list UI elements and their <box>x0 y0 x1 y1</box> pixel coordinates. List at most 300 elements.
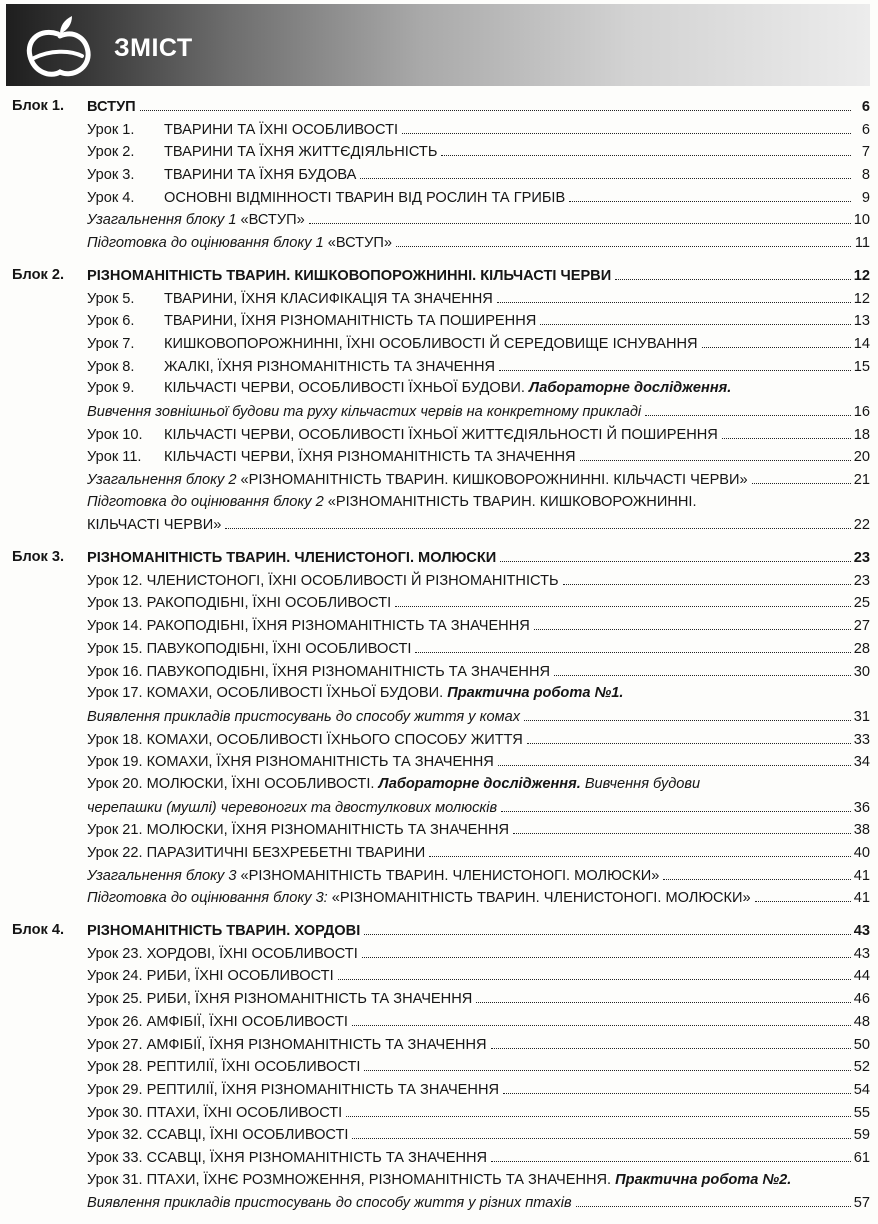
lesson-title: Урок 18. КОМАХИ, ОСОБЛИВОСТІ ЇХНЬОГО СПОСОБУ ЖИТТЯ <box>87 731 523 748</box>
lesson-title: Урок 16. ПАВУКОПОДІБНІ, ЇХНЯ РІЗНОМАНІТНІСТЬ ТА ЗНАЧЕННЯ <box>87 663 551 680</box>
toc-entry-line <box>87 728 870 751</box>
page-number: 27 <box>853 618 870 635</box>
page-number: 55 <box>853 1104 870 1121</box>
lesson-entry[interactable] <box>0 309 878 332</box>
lesson-title: Урок 28. РЕПТИЛІЇ, ЇХНІ ОСОБЛИВОСТІ <box>87 1059 361 1076</box>
block-heading[interactable] <box>0 95 878 118</box>
page-number: 8 <box>861 167 870 184</box>
leader-dots <box>309 208 851 224</box>
lesson-entry[interactable] <box>0 1123 878 1146</box>
leader-dots <box>140 95 851 111</box>
lab-work-label: Лабораторне дослідження. <box>524 380 732 397</box>
leader-dots <box>576 1191 851 1207</box>
page-number: 61 <box>853 1149 870 1166</box>
toc-entry-line <box>87 423 870 446</box>
lesson-title: Урок 32. ССАВЦІ, ЇХНІ ОСОБЛИВОСТІ <box>87 1127 349 1144</box>
toc-entry-label <box>87 570 561 593</box>
leader-dots <box>491 1033 851 1049</box>
toc-entry-label <box>87 377 733 400</box>
lesson-entry[interactable] <box>0 841 878 864</box>
lesson-entry[interactable] <box>0 728 878 751</box>
page-number: 43 <box>853 923 870 940</box>
toc-entry-label <box>87 1011 350 1034</box>
page-number: 10 <box>853 212 870 229</box>
toc-entry-line <box>87 569 870 592</box>
page-number: 30 <box>853 663 870 680</box>
assessment-title: «РІЗНОМАНІТНІСТЬ ТВАРИН. КИШКОВОРОЖНИННІ. <box>323 493 697 510</box>
lesson-entry[interactable] <box>0 660 878 683</box>
page-number: 43 <box>853 945 870 962</box>
leader-dots <box>364 1055 850 1071</box>
lesson-title: Урок 23. ХОРДОВІ, ЇХНІ ОСОБЛИВОСТІ <box>87 945 358 962</box>
page-number: 6 <box>861 121 870 138</box>
toc-entry-label <box>87 356 497 379</box>
lesson-title: Урок 20. МОЛЮСКИ, ЇХНІ ОСОБЛИВОСТІ. <box>87 775 375 792</box>
leader-dots <box>499 355 851 371</box>
page-number: 57 <box>853 1195 870 1212</box>
page-number: 18 <box>853 426 870 443</box>
lesson-entry[interactable] <box>0 614 878 637</box>
lesson-entry[interactable] <box>0 377 878 400</box>
lesson-entry[interactable] <box>0 287 878 310</box>
lesson-entry[interactable] <box>0 682 878 705</box>
toc-entry-label <box>87 1147 489 1170</box>
toc-entry-label <box>87 1102 344 1125</box>
lesson-entry[interactable] <box>0 637 878 660</box>
toc-entry-line <box>87 796 870 819</box>
lesson-title: КІЛЬЧАСТІ ЧЕРВИ, ЇХНЯ РІЗНОМАНІТНІСТЬ ТА ЗНАЧЕННЯ <box>164 449 576 466</box>
summary-title: «РІЗНОМАНІТНІСТЬ ТВАРИН. ЧЛЕНИСТОНОГІ. МОЛЮСКИ» <box>236 867 660 884</box>
lesson-entry[interactable] <box>0 987 878 1010</box>
toc-entry-line <box>87 942 870 965</box>
toc-block <box>0 919 878 1214</box>
leader-dots <box>415 637 850 653</box>
toc-entry-label <box>87 797 499 820</box>
toc-entry-line <box>87 400 870 423</box>
toc-entry-label <box>87 209 307 232</box>
lab-work-label: Лабораторне дослідження. <box>374 775 581 792</box>
toc-entry-label <box>87 887 753 910</box>
page-number: 31 <box>853 708 870 725</box>
toc-entry-label <box>87 842 427 865</box>
leader-dots <box>396 231 851 247</box>
lesson-entry[interactable] <box>0 1078 878 1101</box>
toc-entry-label <box>87 943 360 966</box>
leader-dots <box>491 1146 851 1162</box>
lesson-title: Урок 19. КОМАХИ, ЇХНЯ РІЗНОМАНІТНІСТЬ ТА ЗНАЧЕННЯ <box>87 754 494 771</box>
toc-entry-line <box>87 614 870 637</box>
lesson-entry-continued[interactable] <box>0 1191 878 1214</box>
page-number: 38 <box>853 822 870 839</box>
leader-dots <box>338 964 851 980</box>
lesson-title: ОСНОВНІ ВІДМІННОСТІ ТВАРИН ВІД РОСЛИН ТА ГРИБІВ <box>164 189 566 206</box>
page-number: 12 <box>853 290 870 307</box>
leader-dots <box>364 919 851 935</box>
toc-entry-label <box>87 514 223 537</box>
toc-entry-line <box>87 208 870 231</box>
toc-entry-label <box>87 819 511 842</box>
toc-entry-label <box>87 232 394 255</box>
lesson-note: Вивчення будови <box>580 775 701 792</box>
block-heading[interactable] <box>0 264 878 287</box>
leader-dots <box>346 1101 851 1117</box>
lesson-title: Урок 27. АМФІБІЇ, ЇХНЯ РІЗНОМАНІТНІСТЬ ТА ЗНАЧЕННЯ <box>87 1036 487 1053</box>
assessment-entry[interactable] <box>0 886 878 909</box>
toc-entry-line <box>87 591 870 614</box>
toc-entry-line <box>87 332 870 355</box>
toc-entry-label <box>87 865 661 888</box>
lesson-title: Урок 30. ПТАХИ, ЇХНІ ОСОБЛИВОСТІ <box>87 1104 343 1121</box>
lesson-entry[interactable] <box>0 1055 878 1078</box>
toc-entry-label <box>87 288 495 311</box>
lesson-entry[interactable] <box>0 591 878 614</box>
lesson-title: Урок 17. КОМАХИ, ОСОБЛИВОСТІ ЇХНЬОЇ БУДОВИ. <box>87 685 444 702</box>
toc-entry-line <box>87 1123 870 1146</box>
lesson-number: Урок 5. <box>87 290 135 307</box>
assessment-title: КІЛЬЧАСТІ ЧЕРВИ» <box>87 517 222 534</box>
lesson-number: Урок 7. <box>87 335 135 352</box>
block-number: Блок 3. <box>12 549 65 566</box>
lesson-title: Урок 33. ССАВЦІ, ЇХНЯ РІЗНОМАНІТНІСТЬ ТА ЗНАЧЕННЯ <box>87 1149 488 1166</box>
page-number: 41 <box>853 890 870 907</box>
lesson-entry[interactable] <box>0 1146 878 1169</box>
toc-entry-line <box>87 773 870 796</box>
lesson-entry[interactable] <box>0 140 878 163</box>
page-number: 20 <box>853 449 870 466</box>
assessment-entry[interactable] <box>0 231 878 254</box>
leader-dots <box>554 660 851 676</box>
leader-dots <box>476 987 850 1003</box>
page-number: 44 <box>853 968 870 985</box>
page-title: ЗМІСТ <box>114 34 193 62</box>
toc-entry-line <box>87 513 870 536</box>
lesson-title: Урок 21. МОЛЮСКИ, ЇХНЯ РІЗНОМАНІТНІСТЬ ТА ЗНАЧЕННЯ <box>87 822 510 839</box>
leader-dots <box>615 264 851 280</box>
toc-entry-line <box>87 491 870 514</box>
toc-entry-label <box>87 706 522 729</box>
leader-dots <box>395 591 851 607</box>
page-number: 15 <box>853 358 870 375</box>
leader-dots <box>501 796 851 812</box>
leader-dots <box>429 841 850 857</box>
toc-entry-line <box>87 964 870 987</box>
lesson-entry[interactable] <box>0 332 878 355</box>
lesson-title: Урок 29. РЕПТИЛІЇ, ЇХНЯ РІЗНОМАНІТНІСТЬ ТА ЗНАЧЕННЯ <box>87 1081 500 1098</box>
toc-entry-line <box>87 231 870 254</box>
toc-entry-line <box>87 309 870 332</box>
leader-dots <box>524 705 851 721</box>
toc-entry-line <box>87 546 870 569</box>
toc-entry-label <box>87 592 393 615</box>
lesson-entry[interactable] <box>0 445 878 468</box>
toc-entry-line <box>87 1146 870 1169</box>
toc-entry-line <box>87 1191 870 1214</box>
toc-entry-label <box>87 164 358 187</box>
toc-entry-label <box>87 1079 501 1102</box>
toc-entry-label <box>87 446 578 469</box>
toc-block <box>0 546 878 909</box>
lesson-title: Урок 26. АМФІБІЇ, ЇХНІ ОСОБЛИВОСТІ <box>87 1013 348 1030</box>
leader-dots <box>360 163 851 179</box>
block-title: ВСТУП <box>87 99 136 115</box>
leader-dots <box>497 287 851 303</box>
toc-entry-line <box>87 377 870 400</box>
lesson-entry-continued[interactable] <box>0 705 878 728</box>
block-number: Блок 2. <box>12 266 65 283</box>
leader-dots <box>580 445 851 461</box>
summary-label: Узагальнення блоку 1 <box>87 212 237 229</box>
apple-leaf-logo-icon <box>20 14 96 82</box>
page-number: 46 <box>853 991 870 1008</box>
block-number: Блок 1. <box>12 98 65 114</box>
page-number: 16 <box>853 403 870 420</box>
toc-entry-line <box>87 682 870 705</box>
leader-dots <box>755 886 851 902</box>
summary-entry[interactable] <box>0 864 878 887</box>
page-number: 59 <box>853 1127 870 1144</box>
lesson-entry[interactable] <box>0 1169 878 1192</box>
lesson-title: Урок 12. ЧЛЕНИСТОНОГІ, ЇХНІ ОСОБЛИВОСТІ Й РІЗНОМАНІТНІСТЬ <box>87 572 559 589</box>
page-number: 9 <box>861 189 870 206</box>
lesson-entry[interactable] <box>0 818 878 841</box>
leader-dots <box>569 186 851 202</box>
lesson-title: ТВАРИНИ, ЇХНЯ КЛАСИФІКАЦІЯ ТА ЗНАЧЕННЯ <box>164 290 493 307</box>
page-number: 36 <box>853 799 870 816</box>
toc-block <box>0 264 878 536</box>
toc-entry-label <box>87 638 413 661</box>
header-banner <box>6 4 870 86</box>
lesson-entry[interactable] <box>0 1101 878 1124</box>
lesson-entry[interactable] <box>0 1010 878 1033</box>
leader-dots <box>513 818 851 834</box>
toc-entry-label <box>87 401 643 424</box>
lesson-title: Урок 24. РИБИ, ЇХНІ ОСОБЛИВОСТІ <box>87 968 334 985</box>
assessment-title: «ВСТУП» <box>323 235 392 252</box>
lesson-title: КІЛЬЧАСТІ ЧЕРВИ, ОСОБЛИВОСТІ ЇХНЬОЇ БУДОВИ. <box>164 380 525 397</box>
toc-entry-label <box>87 1169 793 1192</box>
page-number: 21 <box>853 472 870 488</box>
lab-work-label: Практична робота №1. <box>443 685 624 702</box>
assessment-entry[interactable] <box>0 491 878 514</box>
leader-dots <box>540 309 850 325</box>
toc-entry-line <box>87 140 870 163</box>
toc-entry-label <box>87 1056 362 1079</box>
page-number: 13 <box>853 313 870 330</box>
lesson-entry[interactable] <box>0 773 878 796</box>
toc-entry-line <box>87 637 870 660</box>
lesson-entry[interactable] <box>0 355 878 378</box>
lesson-title: Урок 22. ПАРАЗИТИЧНІ БЕЗХРЕБЕТНІ ТВАРИНИ <box>87 845 426 861</box>
toc-entry-line <box>87 468 870 491</box>
page-number: 12 <box>853 267 870 284</box>
lesson-number: Урок 4. <box>87 189 135 206</box>
page-number: 14 <box>853 335 870 352</box>
summary-entry[interactable] <box>0 208 878 231</box>
toc-entry-line <box>87 919 870 942</box>
toc-entry-label <box>87 547 498 570</box>
lesson-number: Урок 8. <box>87 358 135 375</box>
summary-label: Узагальнення блоку 3 <box>87 867 237 884</box>
block-title: РІЗНОМАНІТНІСТЬ ТВАРИН. КИШКОВОПОРОЖНИННІ. КІЛЬЧАСТІ ЧЕРВИ <box>87 267 612 284</box>
toc-entry-label <box>87 333 700 356</box>
lesson-number: Урок 3. <box>87 167 135 184</box>
page-number: 22 <box>853 517 870 534</box>
toc-entry-label <box>87 751 496 774</box>
toc-entry-line <box>87 287 870 310</box>
toc-entry-line <box>87 750 870 773</box>
leader-dots <box>563 569 851 585</box>
lesson-title: ТВАРИНИ, ЇХНЯ РІЗНОМАНІТНІСТЬ ТА ПОШИРЕННЯ <box>164 313 537 330</box>
page-number: 7 <box>861 144 870 161</box>
page-number: 50 <box>853 1036 870 1053</box>
block-heading[interactable] <box>0 919 878 942</box>
toc-entry-line <box>87 1169 870 1192</box>
lesson-title: ТВАРИНИ ТА ЇХНІ ОСОБЛИВОСТІ <box>164 121 399 138</box>
toc-entry-label <box>87 773 702 796</box>
lesson-entry[interactable] <box>0 118 878 141</box>
toc-entry-label <box>87 469 750 492</box>
toc-entry-label <box>87 1034 489 1057</box>
summary-title: «РІЗНОМАНІТНІСТЬ ТВАРИН. КИШКОВОРОЖНИННІ. КІЛЬЧАСТІ ЧЕРВИ» <box>236 472 748 488</box>
lesson-note: черепашки (мушлі) черевоногих та двостулкових молюсків <box>87 799 498 816</box>
assessment-title: «РІЗНОМАНІТНІСТЬ ТВАРИН. ЧЛЕНИСТОНОГІ. МОЛЮСКИ» <box>327 890 751 907</box>
toc-entry-line <box>87 355 870 378</box>
leader-dots <box>498 750 851 766</box>
lesson-number: Урок 11. <box>87 449 142 466</box>
toc-entry-line <box>87 118 870 141</box>
lesson-note: Виявлення прикладів пристосувань до способу життя у різних птахів <box>87 1195 572 1212</box>
toc-entry-line <box>87 841 870 864</box>
page-number: 28 <box>853 640 870 657</box>
lesson-entry[interactable] <box>0 750 878 773</box>
lesson-number: Урок 1. <box>87 121 135 138</box>
toc-entry-label <box>87 1192 574 1215</box>
toc-entry-line <box>87 864 870 887</box>
leader-dots <box>722 423 851 439</box>
lesson-number: Урок 6. <box>87 313 135 330</box>
lesson-note: Вивчення зовнішньої будови та руху кільчастих червів на конкретному прикладі <box>87 403 642 420</box>
leader-dots <box>702 332 851 348</box>
lesson-number: Урок 9. <box>87 380 135 397</box>
toc-entry-label <box>87 424 720 447</box>
page-number: 33 <box>853 731 870 748</box>
lesson-entry[interactable] <box>0 942 878 965</box>
toc-entry-label <box>87 119 400 142</box>
toc-entry-line <box>87 1101 870 1124</box>
toc-entry-line <box>87 818 870 841</box>
lesson-entry-continued[interactable] <box>0 400 878 423</box>
lesson-title: Урок 15. ПАВУКОПОДІБНІ, ЇХНІ ОСОБЛИВОСТІ <box>87 640 412 657</box>
leader-dots <box>225 513 850 529</box>
lesson-entry-continued[interactable] <box>0 796 878 819</box>
toc-entry-label <box>87 965 336 988</box>
leader-dots <box>441 140 851 156</box>
page-number: 54 <box>853 1081 870 1098</box>
summary-label: Узагальнення блоку 2 <box>87 472 237 488</box>
table-of-contents <box>0 95 878 1224</box>
toc-entry-label <box>87 729 525 752</box>
block-heading[interactable] <box>0 546 878 569</box>
lesson-title: Урок 25. РИБИ, ЇХНЯ РІЗНОМАНІТНІСТЬ ТА ЗНАЧЕННЯ <box>87 991 473 1008</box>
lesson-title: ЖАЛКІ, ЇХНЯ РІЗНОМАНІТНІСТЬ ТА ЗНАЧЕННЯ <box>164 358 496 375</box>
lesson-number: Урок 2. <box>87 144 135 161</box>
assessment-label: Підготовка до оцінювання блоку 1 <box>87 235 324 252</box>
lesson-entry[interactable] <box>0 1033 878 1056</box>
page-number: 6 <box>861 99 870 115</box>
page-number: 52 <box>853 1059 870 1076</box>
leader-dots <box>352 1123 850 1139</box>
page-number: 40 <box>853 845 870 861</box>
lesson-title: Урок 13. РАКОПОДІБНІ, ЇХНІ ОСОБЛИВОСТІ <box>87 595 392 612</box>
lesson-entry[interactable] <box>0 163 878 186</box>
toc-entry-line <box>87 186 870 209</box>
toc-entry-line <box>87 264 870 287</box>
toc-entry-line <box>87 886 870 909</box>
toc-entry-label <box>87 1124 350 1147</box>
toc-entry-line <box>87 1033 870 1056</box>
toc-entry-line <box>87 705 870 728</box>
assessment-label: Підготовка до оцінювання блоку 2 <box>87 493 324 510</box>
lesson-title: Урок 14. РАКОПОДІБНІ, ЇХНЯ РІЗНОМАНІТНІСТЬ ТА ЗНАЧЕННЯ <box>87 618 530 635</box>
block-title: РІЗНОМАНІТНІСТЬ ТВАРИН. ХОРДОВІ <box>87 923 361 940</box>
lesson-entry[interactable] <box>0 964 878 987</box>
page-number: 23 <box>853 572 870 589</box>
lesson-entry[interactable] <box>0 569 878 592</box>
toc-entry-label <box>87 96 138 119</box>
leader-dots <box>362 942 851 958</box>
leader-dots <box>527 728 851 744</box>
toc-entry-label <box>87 491 699 514</box>
toc-entry-line <box>87 1010 870 1033</box>
page-number: 41 <box>853 867 870 884</box>
leader-dots <box>503 1078 851 1094</box>
page-number: 25 <box>853 595 870 612</box>
leader-dots <box>645 400 851 416</box>
summary-title: «ВСТУП» <box>236 212 305 229</box>
lesson-number: Урок 10. <box>87 426 143 443</box>
assessment-label: Підготовка до оцінювання блоку 3: <box>87 890 328 907</box>
toc-entry-line <box>87 445 870 468</box>
block-number: Блок 4. <box>12 922 65 939</box>
leader-dots <box>352 1010 851 1026</box>
leader-dots <box>752 468 851 484</box>
lesson-title: ТВАРИНИ ТА ЇХНЯ БУДОВА <box>164 167 357 184</box>
toc-entry-line <box>87 660 870 683</box>
toc-entry-label <box>87 141 439 164</box>
toc-entry-label <box>87 988 474 1011</box>
toc-entry-line <box>87 163 870 186</box>
leader-dots <box>500 546 851 562</box>
leader-dots <box>663 864 850 880</box>
page-number: 48 <box>853 1013 870 1030</box>
toc-entry-line <box>87 987 870 1010</box>
leader-dots <box>534 614 851 630</box>
lesson-entry[interactable] <box>0 186 878 209</box>
toc-entry-label <box>87 265 613 288</box>
assessment-entry-continued[interactable] <box>0 513 878 536</box>
lesson-title: КИШКОВОПОРОЖНИННІ, ЇХНІ ОСОБЛИВОСТІ Й СЕРЕДОВИЩЕ ІСНУВАННЯ <box>164 335 698 352</box>
toc-entry-label <box>87 920 362 943</box>
toc-entry-line <box>87 95 870 118</box>
page-number: 23 <box>853 550 870 567</box>
toc-entry-label <box>87 682 625 705</box>
lesson-title: КІЛЬЧАСТІ ЧЕРВИ, ОСОБЛИВОСТІ ЇХНЬОЇ ЖИТТЄДІЯЛЬНОСТІ Й ПОШИРЕННЯ <box>164 426 718 443</box>
lesson-entry[interactable] <box>0 423 878 446</box>
summary-entry[interactable] <box>0 468 878 491</box>
leader-dots <box>402 118 851 134</box>
toc-entry-label <box>87 187 567 210</box>
toc-entry-line <box>87 1055 870 1078</box>
